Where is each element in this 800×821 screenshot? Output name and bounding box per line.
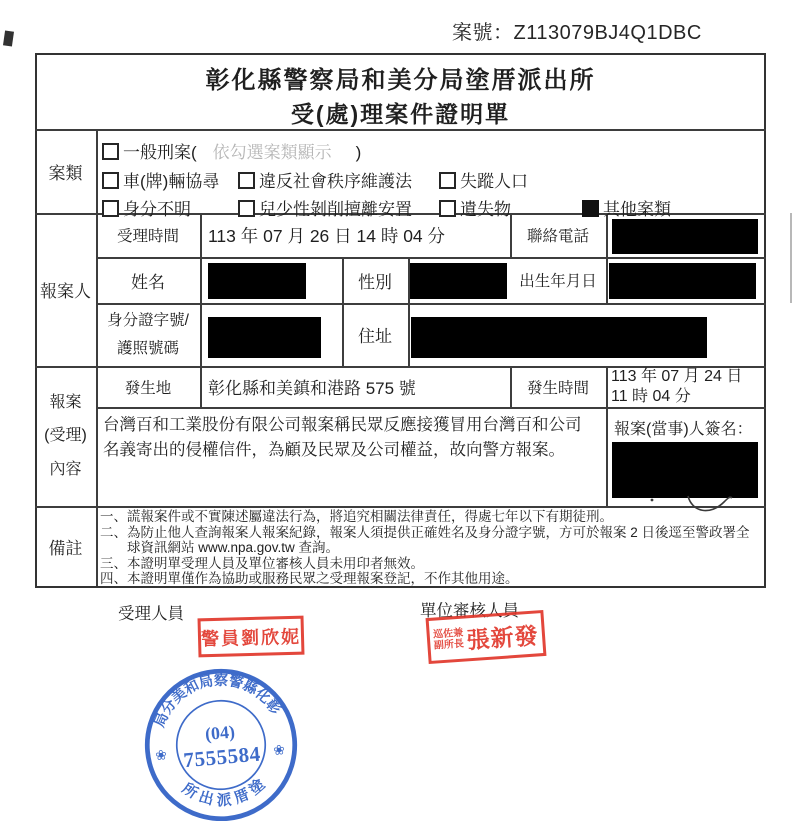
incident-time-line2: 11 時 04 分 — [611, 388, 691, 405]
option-vehicle-label: 車(牌)輛協尋 — [123, 172, 220, 191]
option-general-crime-close: ) — [355, 143, 362, 162]
option-vehicle — [102, 167, 219, 192]
seal-arc-top-text: 局分美和局察警縣化彰 — [151, 672, 284, 730]
unchecked-checkbox-icon — [102, 172, 119, 189]
form-subtitle: 受(處)理案件證明單 — [290, 101, 511, 127]
redacted-birth — [609, 263, 756, 299]
page-title: 彰化縣警察局和美分局塗厝派出所 — [205, 67, 596, 94]
seal-flower-left-icon: ❀ — [154, 747, 168, 764]
incident-location-label: 發生地 — [124, 379, 172, 397]
table-border — [606, 213, 608, 303]
option-social-order-label: 違反社會秩序維護法 — [259, 172, 412, 191]
option-social-order — [238, 167, 412, 192]
name-label: 姓名 — [131, 272, 165, 292]
option-general-crime-label: 一般刑案( — [123, 143, 197, 162]
case-type-hint: 依勾選案類顯示 — [212, 143, 332, 162]
station-seal — [142, 666, 300, 821]
reviewer-rank-line2: 副所長 — [433, 638, 465, 652]
id-number-label-line2: 護照號碼 — [116, 339, 179, 357]
remark-item: 三、本證明單受理人員及單位審核人員未用印者無效。 — [100, 555, 424, 571]
table-border — [35, 129, 766, 131]
table-border — [606, 366, 608, 506]
seal-flower-right-icon: ❀ — [272, 742, 286, 759]
incident-time-label: 發生時間 — [526, 379, 589, 397]
reviewer-stamp-name: 張新發 — [465, 621, 540, 653]
redacted-gender — [410, 263, 507, 299]
incident-section-label-line1: 報案 — [49, 393, 82, 411]
option-missing-person — [439, 167, 528, 192]
case-number — [452, 16, 702, 45]
option-child-exploitation-label: 兒少性剝削擅離安置 — [259, 200, 412, 219]
reporter-section-label: 報案人 — [40, 282, 91, 301]
birth-label: 出生年月日 — [519, 273, 597, 290]
redacted-address — [411, 317, 707, 358]
option-missing-person-label: 失蹤人口 — [460, 172, 528, 191]
id-number-label — [96, 303, 200, 366]
incident-time-value — [611, 367, 761, 407]
incident-location-value: 彰化縣和美鎮和港路 575 號 — [208, 379, 416, 398]
reviewer-stamp-rank — [433, 627, 465, 652]
reviewer-label: 單位審核人員 — [420, 602, 519, 620]
seal-phone-number: 7555584 — [182, 741, 262, 773]
remarks-list — [100, 509, 762, 587]
accept-time-value: 113 年 07 月 26 日 14 時 04 分 — [208, 225, 446, 246]
incident-section-label — [35, 366, 96, 506]
option-unknown-identity-label: 身分不明 — [123, 200, 191, 219]
seal-area-code: (04) — [204, 721, 236, 744]
reviewer-stamp — [426, 610, 547, 664]
scan-artifact-corner — [3, 30, 14, 46]
option-lost-property-label: 遺失物 — [460, 200, 511, 219]
table-border — [200, 213, 202, 407]
table-border — [96, 407, 766, 409]
case-number-label: 案號： — [452, 22, 514, 44]
unchecked-checkbox-icon — [102, 143, 119, 160]
redacted-name — [208, 263, 306, 299]
case-number-value: Z113079BJ4Q1DBC — [513, 22, 702, 44]
redacted-signature — [612, 442, 758, 498]
case-type-section-label: 案類 — [48, 163, 83, 183]
gender-label: 性別 — [358, 272, 392, 292]
redacted-id-number — [208, 317, 321, 358]
remark-item: 四、本證明單僅作為協助或服務民眾之受理報案登記，不作其他用途。 — [100, 571, 519, 586]
option-general-crime — [102, 138, 361, 163]
incident-time-line1: 113 年 07 月 24 日 — [611, 368, 743, 385]
unchecked-checkbox-icon — [439, 172, 456, 189]
reviewer-rank-line1: 巡佐兼 — [432, 627, 464, 641]
remark-item: 二、為防止他人查詢報案人報案紀錄，報案人須提供正確姓名及身分證字號，方可於報案 2 日後逕至警政署全球資訊網站 www.npa.gov.tw 查詢。 — [100, 524, 750, 555]
incident-content: 台灣百和工業股份有限公司報案稱民眾反應接獲冒用台灣百和公司名義寄出的侵權信件，為顧及民眾及公司權益，故向警方報案。 — [103, 416, 582, 459]
unchecked-checkbox-icon — [238, 172, 255, 189]
officer-stamp: 警員劉欣妮 — [198, 616, 305, 658]
seal-arc-bottom-text: 所出派厝塗 — [179, 776, 269, 810]
officer-label: 受理人員 — [118, 605, 184, 623]
remark-item: 一、謊報案件或不實陳述屬違法行為，將追究相關法律責任，得處七年以下有期徒刑。 — [100, 509, 613, 524]
incident-section-label-line3: 內容 — [49, 460, 82, 478]
redacted-phone — [612, 219, 758, 254]
address-label: 住址 — [358, 327, 392, 346]
id-number-label-line1: 身分證字號/ — [107, 311, 189, 329]
scan-artifact-edge — [790, 213, 792, 303]
signature-label: 報案(當事)人簽名： — [614, 421, 753, 438]
option-other-label: 其他案類 — [603, 200, 671, 219]
remarks-section-label: 備註 — [48, 538, 83, 558]
accept-time-label: 受理時間 — [116, 228, 179, 245]
incident-section-label-line2: (受理) — [44, 427, 87, 445]
phone-label: 聯絡電話 — [526, 228, 589, 245]
